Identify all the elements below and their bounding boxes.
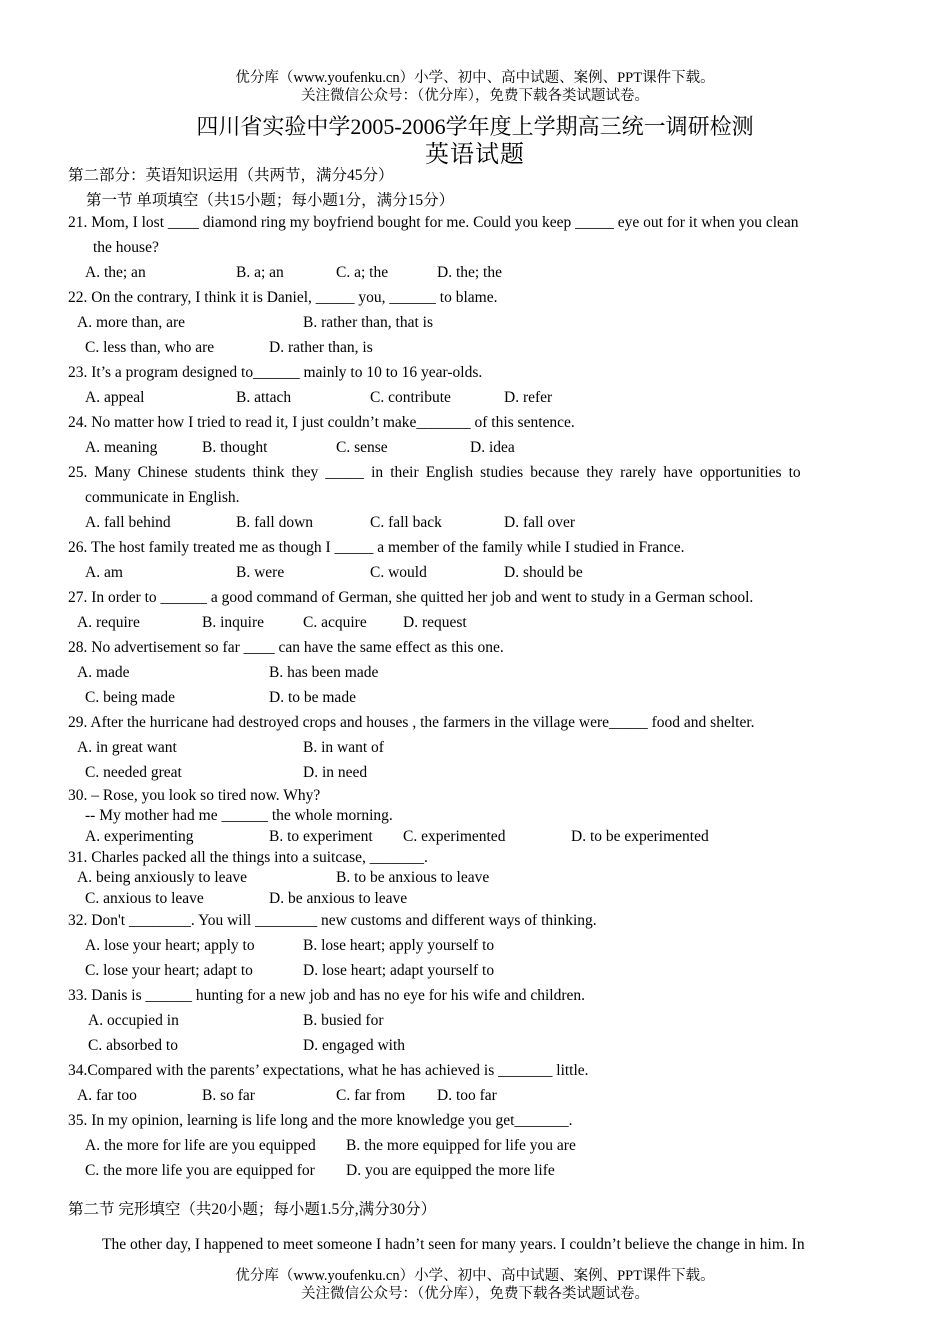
question-28-option-a[interactable]: A. made — [77, 664, 130, 681]
question-28-option-c[interactable]: C. being made — [85, 689, 175, 706]
question-21-option-b[interactable]: B. a; an — [236, 264, 284, 281]
question-29-stem: 29. After the hurricane had destroyed crops and houses , the farmers in the village were_____ food and shelter. — [68, 714, 755, 731]
question-24-option-a[interactable]: A. meaning — [85, 439, 158, 456]
question-27-option-d[interactable]: D. request — [403, 614, 467, 631]
question-24-stem: 24. No matter how I tried to read it, I just couldn’t make_______ of this sentence. — [68, 414, 575, 431]
question-34-option-d[interactable]: D. too far — [437, 1087, 497, 1104]
question-35-option-c[interactable]: C. the more life you are equipped for — [85, 1162, 315, 1179]
question-26-option-a[interactable]: A. am — [85, 564, 123, 581]
question-34-option-b[interactable]: B. so far — [202, 1087, 255, 1104]
question-27-option-c[interactable]: C. acquire — [303, 614, 367, 631]
exam-subtitle: 英语试题 — [425, 142, 525, 168]
question-22-stem: 22. On the contrary, I think it is Daniel, _____ you, ______ to blame. — [68, 289, 498, 306]
question-34-stem: 34.Compared with the parents’ expectations, what he has achieved is _______ little. — [68, 1062, 589, 1079]
question-33-option-a[interactable]: A. occupied in — [88, 1012, 179, 1029]
question-29-option-b[interactable]: B. in want of — [303, 739, 384, 756]
question-21-option-d[interactable]: D. the; the — [437, 264, 502, 281]
header-line-2: 关注微信公众号：（优分库），免费下载各类试题试卷。 — [301, 88, 649, 104]
question-27-stem: 27. In order to ______ a good command of German, she quitted her job and went to study in a German school. — [68, 589, 754, 606]
question-25-option-a[interactable]: A. fall behind — [85, 514, 171, 531]
question-25-option-c[interactable]: C. fall back — [370, 514, 442, 531]
question-30-stem: 30. – Rose, you look so tired now. Why? — [68, 787, 321, 804]
question-31-option-d[interactable]: D. be anxious to leave — [269, 890, 408, 907]
question-30-option-d[interactable]: D. to be experimented — [571, 828, 709, 845]
question-22-option-b[interactable]: B. rather than, that is — [303, 314, 433, 331]
question-32-option-c[interactable]: C. lose your heart; adapt to — [85, 962, 253, 979]
question-35-option-d[interactable]: D. you are equipped the more life — [346, 1162, 555, 1179]
question-32-option-b[interactable]: B. lose heart; apply yourself to — [303, 937, 495, 954]
footer-line-1: 优分库（www.youfenku.cn）小学、初中、高中试题、案例、PPT课件下载。 — [235, 1268, 715, 1284]
question-29-option-d[interactable]: D. in need — [303, 764, 368, 781]
question-25-option-b[interactable]: B. fall down — [236, 514, 314, 531]
question-31-option-b[interactable]: B. to be anxious to leave — [336, 869, 490, 886]
passage-first-line: The other day, I happened to meet someone I hadn’t seen for many years. I couldn’t believe the change in him. In — [102, 1236, 805, 1253]
question-30-stem-cont: -- My mother had me ______ the whole morning. — [85, 807, 393, 824]
question-31-stem: 31. Charles packed all the things into a suitcase, _______. — [68, 849, 428, 866]
question-27-option-b[interactable]: B. inquire — [202, 614, 264, 631]
exam-title: 四川省实验中学2005-2006学年度上学期高三统一调研检测 — [196, 114, 754, 139]
question-28-option-d[interactable]: D. to be made — [269, 689, 356, 706]
question-35-stem: 35. In my opinion, learning is life long and the more knowledge you get_______. — [68, 1112, 573, 1129]
question-25-stem-cont: communicate in English. — [85, 489, 240, 506]
question-22-option-d[interactable]: D. rather than, is — [269, 339, 373, 356]
question-27-option-a[interactable]: A. require — [77, 614, 140, 631]
question-33-option-d[interactable]: D. engaged with — [303, 1037, 406, 1054]
question-30-option-b[interactable]: B. to experiment — [269, 828, 373, 845]
question-33-stem: 33. Danis is ______ hunting for a new job and has no eye for his wife and children. — [68, 987, 585, 1004]
question-24-option-c[interactable]: C. sense — [336, 439, 388, 456]
question-29-option-a[interactable]: A. in great want — [77, 739, 177, 756]
question-34-option-a[interactable]: A. far too — [77, 1087, 137, 1104]
question-26-option-c[interactable]: C. would — [370, 564, 427, 581]
question-26-option-b[interactable]: B. were — [236, 564, 285, 581]
section2-heading: 第二节 完形填空（共20小题；每小题1.5分,满分30分） — [68, 1201, 437, 1218]
part2-heading: 第二部分：英语知识运用（共两节，满分45分） — [68, 167, 394, 184]
question-23-option-b[interactable]: B. attach — [236, 389, 292, 406]
section1-heading: 第一节 单项填空（共15小题；每小题1分，满分15分） — [86, 192, 455, 209]
question-26-option-d[interactable]: D. should be — [504, 564, 583, 581]
question-24-option-b[interactable]: B. thought — [202, 439, 268, 456]
question-28-option-b[interactable]: B. has been made — [269, 664, 379, 681]
question-25-stem: 25. Many Chinese students think they _____ in their English studies because they rarely have opportunities to — [68, 464, 801, 481]
question-25-option-d[interactable]: D. fall over — [504, 514, 576, 531]
question-23-stem: 23. It’s a program designed to______ mainly to 10 to 16 year-olds. — [68, 364, 483, 381]
question-21-stem: 21. Mom, I lost ____ diamond ring my boyfriend bought for me. Could you keep _____ eye out for it when you clean — [68, 214, 799, 231]
question-32-option-a[interactable]: A. lose your heart; apply to — [85, 937, 255, 954]
footer-line-2: 关注微信公众号：（优分库），免费下载各类试题试卷。 — [301, 1286, 649, 1302]
question-35-option-b[interactable]: B. the more equipped for life you are — [346, 1137, 576, 1154]
question-24-option-d[interactable]: D. idea — [470, 439, 515, 456]
question-33-option-b[interactable]: B. busied for — [303, 1012, 384, 1029]
question-34-option-c[interactable]: C. far from — [336, 1087, 406, 1104]
question-26-stem: 26. The host family treated me as though I _____ a member of the family while I studied in France. — [68, 539, 685, 556]
question-30-option-a[interactable]: A. experimenting — [85, 828, 194, 845]
question-30-option-c[interactable]: C. experimented — [403, 828, 506, 845]
question-35-option-a[interactable]: A. the more for life are you equipped — [85, 1137, 316, 1154]
question-31-option-c[interactable]: C. anxious to leave — [85, 890, 204, 907]
question-29-option-c[interactable]: C. needed great — [85, 764, 182, 781]
question-31-option-a[interactable]: A. being anxiously to leave — [77, 869, 248, 886]
question-21-stem-cont: the house? — [93, 239, 159, 256]
question-23-option-d[interactable]: D. refer — [504, 389, 553, 406]
question-23-option-a[interactable]: A. appeal — [85, 389, 145, 406]
question-23-option-c[interactable]: C. contribute — [370, 389, 451, 406]
question-21-option-c[interactable]: C. a; the — [336, 264, 389, 281]
question-28-stem: 28. No advertisement so far ____ can have the same effect as this one. — [68, 639, 504, 656]
question-32-option-d[interactable]: D. lose heart; adapt yourself to — [303, 962, 495, 979]
question-21-option-a[interactable]: A. the; an — [85, 264, 146, 281]
header-line-1: 优分库（www.youfenku.cn）小学、初中、高中试题、案例、PPT课件下载。 — [235, 70, 715, 86]
question-33-option-c[interactable]: C. absorbed to — [88, 1037, 178, 1054]
question-32-stem: 32. Don't ________. You will ________ new customs and different ways of thinking. — [68, 912, 597, 929]
question-22-option-c[interactable]: C. less than, who are — [85, 339, 215, 356]
question-22-option-a[interactable]: A. more than, are — [77, 314, 186, 331]
